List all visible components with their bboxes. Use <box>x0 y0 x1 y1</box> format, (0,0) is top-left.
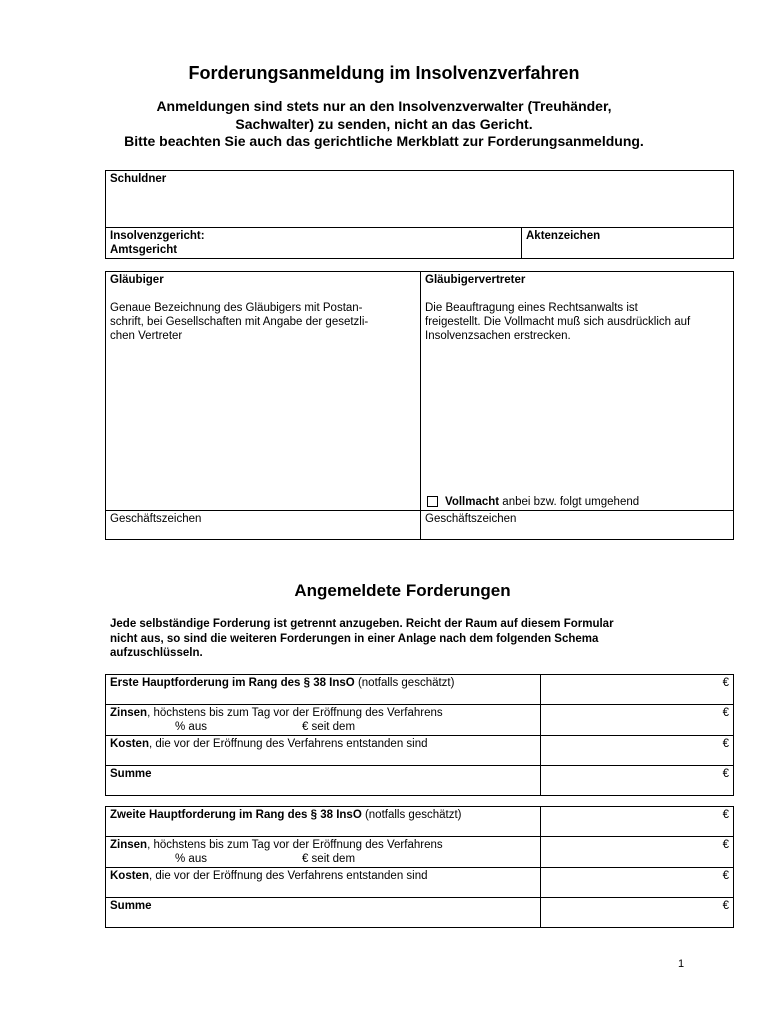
sum-label: Summe <box>106 898 541 928</box>
creditor-description: schrift, bei Gesellschaften mit Angabe der gesetzli- <box>110 316 369 328</box>
page-number: 1 <box>678 958 685 970</box>
note-line: Jede selbständige Forderung ist getrennt anzugeben. Reicht der Raum auf diesem Formular <box>110 618 614 630</box>
power-of-attorney-option[interactable] <box>427 495 639 509</box>
power-of-attorney-text: anbei bzw. folgt umgehend <box>499 496 640 508</box>
creditor-reference-label: Geschäftszeichen <box>110 513 202 525</box>
creditor-table <box>105 271 734 540</box>
euro-sign: € <box>722 677 729 689</box>
note-line: aufzuschlüsseln. <box>110 647 203 660</box>
debtor-label: Schuldner <box>110 173 167 185</box>
intro-line: Sachwalter) zu senden, nicht an das Gericht. <box>235 115 533 132</box>
power-of-attorney-checkbox[interactable] <box>427 496 438 507</box>
main-claim-label: Erste Hauptforderung im Rang des § 38 InsO (notfalls geschätzt) <box>106 675 541 705</box>
claim-table <box>105 674 734 796</box>
intro-line: Anmeldungen sind stets nur an den Insolvenzverwalter (Treuhänder, <box>156 98 612 114</box>
creditor-label: Gläubiger <box>110 274 164 286</box>
representative-description: Die Beauftragung eines Rechtsanwalts ist <box>425 302 638 314</box>
power-of-attorney-label: Vollmacht <box>445 496 500 508</box>
file-number-label: Aktenzeichen <box>526 230 601 242</box>
costs-label: Kosten, die vor der Eröffnung des Verfahrens entstanden sind <box>106 736 541 766</box>
costs-amount[interactable] <box>541 868 734 898</box>
creditor-description: Genaue Bezeichnung des Gläubigers mit Postan- <box>110 302 363 314</box>
sum-label: Summe <box>106 766 541 796</box>
claims-section-note <box>110 617 710 661</box>
euro-sign: € <box>722 768 729 780</box>
representative-label: Gläubigervertreter <box>425 274 526 286</box>
main-claim-amount[interactable] <box>541 675 734 705</box>
interest-amount[interactable] <box>541 837 734 868</box>
court-value: Amtsgericht <box>110 244 178 256</box>
sum-amount[interactable] <box>541 766 734 796</box>
creditor-description: chen Vertreter <box>110 330 183 342</box>
costs-label: Kosten, die vor der Eröffnung des Verfahrens entstanden sind <box>106 868 541 898</box>
file-number-field[interactable] <box>522 228 734 259</box>
interest-since-label: € seit dem <box>301 853 356 865</box>
euro-sign: € <box>722 870 729 882</box>
claim-table <box>105 806 734 928</box>
representative-reference-field[interactable] <box>421 511 734 540</box>
representative-description: Insolvenzsachen erstrecken. <box>425 330 571 342</box>
euro-sign: € <box>722 839 729 851</box>
interest-label: Zinsen, höchstens bis zum Tag vor der Eröffnung des Verfahrens % aus € seit dem <box>106 705 541 736</box>
euro-sign: € <box>722 809 729 821</box>
euro-sign: € <box>722 900 729 912</box>
interest-percent-label: % aus <box>175 853 207 865</box>
interest-amount[interactable] <box>541 705 734 736</box>
note-line: nicht aus, so sind die weiteren Forderungen in einer Anlage nach dem folgenden Schema <box>110 632 599 645</box>
interest-label: Zinsen, höchstens bis zum Tag vor der Eröffnung des Verfahrens % aus € seit dem <box>106 837 541 868</box>
debtor-field[interactable] <box>106 171 734 228</box>
interest-percent-label: % aus <box>175 721 207 733</box>
euro-sign: € <box>722 738 729 750</box>
creditor-reference-field[interactable] <box>106 511 421 540</box>
euro-sign: € <box>722 707 729 719</box>
page-title: Forderungsanmeldung im Insolvenzverfahren <box>188 63 580 83</box>
court-label: Insolvenzgericht: <box>110 230 205 242</box>
intro-line: Bitte beachten Sie auch das gerichtliche Merkblatt zur Forderungsanmeldung. <box>124 133 644 149</box>
costs-amount[interactable] <box>541 736 734 766</box>
representative-field[interactable] <box>421 272 734 511</box>
main-claim-amount[interactable] <box>541 807 734 837</box>
representative-reference-label: Geschäftszeichen <box>425 513 517 525</box>
intro-notice <box>0 98 768 151</box>
creditor-field[interactable] <box>106 272 421 511</box>
sum-amount[interactable] <box>541 898 734 928</box>
debtor-table <box>105 170 734 259</box>
interest-since-label: € seit dem <box>301 721 356 733</box>
main-claim-label: Zweite Hauptforderung im Rang des § 38 InsO (notfalls geschätzt) <box>106 807 541 837</box>
court-field[interactable] <box>106 228 522 259</box>
representative-description: freigestellt. Die Vollmacht muß sich ausdrücklich auf <box>425 316 691 328</box>
claims-section-title: Angemeldete Forderungen <box>294 581 511 600</box>
